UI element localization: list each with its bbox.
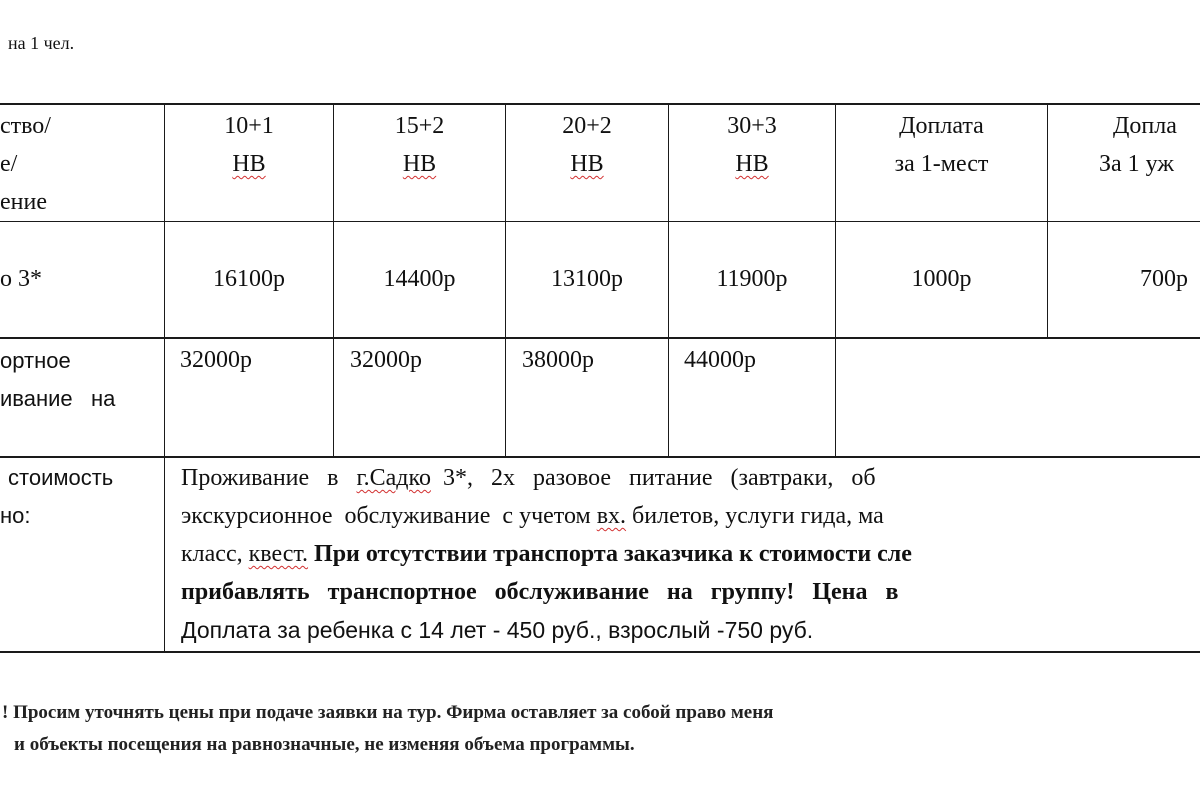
city-name: г.Садко [356,465,431,491]
table-border-row1 [0,221,1200,222]
footnote [0,697,1200,761]
text: 3*, 2х разовое питание (завтраки, об [430,465,876,491]
text: билетов, услуги гида, ма [626,503,884,529]
header-line: за 1-мест [894,151,989,177]
row-includes-label [0,459,113,535]
row-hotel-label: о 3* [0,266,42,292]
header-cell-30-3 [669,107,835,183]
label-line: ивание на [0,386,116,411]
price-cell: 14400р [383,266,456,292]
header-line: Допла [1113,113,1177,139]
quest-word: квест. [248,541,309,567]
header-label-line: ство/ [0,113,51,139]
col-divider-1 [164,103,165,653]
group-size: 15+2 [394,113,445,139]
text: экскурсионное обслуживание с учетом [181,503,597,529]
header-cell-dinner-surcharge [1099,107,1177,183]
header-cell-15-2 [334,107,505,183]
footnote-line: и объекты посещения на равнозначные, не изменяя объема программы. [14,734,635,755]
header-line: Доплата [899,113,984,139]
group-type: НВ [735,151,769,177]
description-line [181,535,1200,573]
price-cell: 32000р [350,347,422,373]
description-line [181,497,1200,535]
group-type: НВ [570,151,604,177]
row-transport-label [0,342,115,418]
header-line: За 1 уж [1099,151,1174,177]
header-cell-10-1 [165,107,333,183]
includes-description [181,459,1200,649]
group-size: 10+1 [224,113,274,139]
table-border-row3 [0,456,1200,458]
text: класс, [181,541,249,567]
table-border-bottom [0,651,1200,653]
price-cell: 11900р [716,266,788,292]
group-size: 20+2 [562,113,612,139]
label-line: стоимость [8,465,114,490]
price-cell: 16100р [213,266,285,292]
bold-warning: При отсутствии транспорта заказчика к стоимости сле [314,541,912,567]
price-cell: 1000р [911,266,972,292]
header-label-line: ение [0,189,47,215]
description-line [181,459,1200,497]
abbr: вх. [596,503,627,529]
label-line: ортное [0,348,71,373]
description-line-bold: прибавлять транспортное обслуживание на группу! Цена в [181,579,899,605]
group-type: НВ [232,151,266,177]
header-label-line: е/ [0,151,18,177]
footnote-line: ! Просим уточнять цены при подаче заявки на тур. Фирма оставляет за собой право меня [2,702,774,723]
header-cell-single-surcharge [836,107,1047,183]
price-cell: 13100р [551,266,623,292]
price-cell: 700р [1140,266,1188,292]
price-cell: 38000р [522,347,594,373]
label-line: но: [0,503,31,528]
group-type: НВ [402,151,437,177]
price-cell: 44000р [684,347,756,373]
group-size: 30+3 [727,113,777,139]
table-border-row2 [0,337,1200,339]
price-cell: 32000р [180,347,252,373]
table-border-top [0,103,1200,105]
col-divider-6 [1047,103,1048,338]
header-cell-label [0,107,51,221]
description-line-surcharge: Доплата за ребенка с 14 лет - 450 руб., взрослый -750 руб. [181,617,814,643]
caption: на 1 чел. [8,33,75,53]
header-cell-20-2 [506,107,668,183]
text: Проживание в [181,465,357,491]
